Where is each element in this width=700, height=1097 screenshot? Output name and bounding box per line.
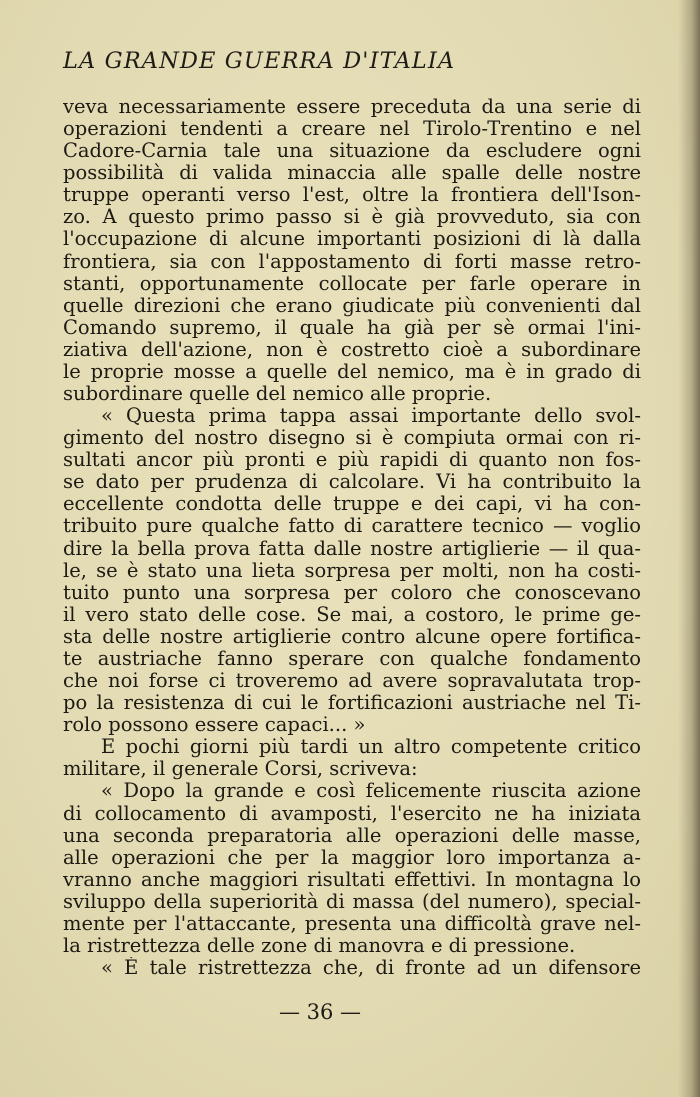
text-line: alle operazioni che per la maggior loro importanza a- bbox=[63, 846, 641, 869]
text-line: operazioni tendenti a creare nel Tirolo-Trentino e nel bbox=[63, 118, 641, 141]
text-line: una seconda preparatoria alle operazioni delle masse, bbox=[63, 824, 641, 847]
text-line: eccellente condotta delle truppe e dei capi, vi ha con- bbox=[63, 493, 641, 516]
text-line: l'occupazione di alcune importanti posizioni di là dalla bbox=[63, 228, 641, 251]
text-line: subordinare quelle del nemico alle proprie. bbox=[63, 383, 492, 406]
running-head: LA GRANDE GUERRA D'ITALIA bbox=[63, 48, 456, 74]
text-line: sultati ancor più pronti e più rapidi di quanto non fos- bbox=[63, 449, 641, 472]
text-line: E pochi giorni più tardi un altro competente critico bbox=[101, 736, 641, 759]
text-line: ziativa dell'azione, non è costretto cioè a subordinare bbox=[63, 338, 641, 361]
text-line: sviluppo della superiorità di massa (del numero), special- bbox=[63, 890, 641, 913]
text-line: te austriache fanno sperare con qualche fondamento bbox=[63, 647, 641, 670]
text-line: gimento del nostro disegno si è compiuta ormai con ri- bbox=[63, 427, 641, 450]
text-line: dire la bella prova fatta dalle nostre artiglierie — il qua- bbox=[63, 537, 641, 560]
text-line: il vero stato delle cose. Se mai, a costoro, le prime ge- bbox=[63, 603, 641, 626]
body-text bbox=[63, 96, 641, 979]
text-line: « È tale ristrettezza che, di fronte ad un difensore bbox=[101, 957, 641, 980]
text-line: truppe operanti verso l'est, oltre la frontiera dell'Ison- bbox=[63, 184, 641, 207]
text-line: stanti, opportunamente collocate per farle operare in bbox=[63, 272, 641, 295]
page-number: — 36 — bbox=[278, 1000, 362, 1024]
text-line: la ristrettezza delle zone di manovra e di pressione. bbox=[63, 934, 576, 957]
text-line: le proprie mosse a quelle del nemico, ma è in grado di bbox=[63, 360, 641, 383]
text-line: se dato per prudenza di calcolare. Vi ha contribuito la bbox=[63, 471, 641, 494]
text-line: vranno anche maggiori risultati effettivi. In montagna lo bbox=[63, 868, 641, 891]
text-line: che noi forse ci troveremo ad avere sopravalutata trop- bbox=[63, 670, 641, 693]
text-line: possibilità di valida minaccia alle spalle delle nostre bbox=[63, 162, 641, 185]
page-edge-shadow bbox=[678, 0, 700, 1097]
text-line: frontiera, sia con l'appostamento di forti masse retro- bbox=[63, 250, 641, 273]
text-line: sta delle nostre artiglierie contro alcune opere fortifica- bbox=[63, 625, 641, 648]
text-line: tribuito pure qualche fatto di carattere tecnico — voglio bbox=[63, 515, 641, 538]
text-line: di collocamento di avamposti, l'esercito ne ha iniziata bbox=[63, 802, 641, 825]
text-line: rolo possono essere capaci... » bbox=[63, 714, 366, 737]
text-line: quelle direzioni che erano giudicate più convenienti dal bbox=[63, 294, 641, 317]
text-line: po la resistenza di cui le fortificazioni austriache nel Ti- bbox=[63, 692, 641, 715]
text-line: tuito punto una sorpresa per coloro che conoscevano bbox=[63, 581, 641, 604]
text-line: mente per l'attaccante, presenta una difficoltà grave nel- bbox=[63, 912, 641, 935]
text-line: veva necessariamente essere preceduta da una serie di bbox=[63, 96, 641, 118]
text-line: Comando supremo, il quale ha già per sè ormai l'ini- bbox=[63, 316, 641, 339]
text-line: militare, il generale Corsi, scriveva: bbox=[63, 758, 418, 781]
text-line: le, se è stato una lieta sorpresa per molti, non ha costi- bbox=[63, 559, 641, 582]
text-line: Cadore-Carnia tale una situazione da escludere ogni bbox=[63, 140, 641, 163]
text-line: « Questa prima tappa assai importante dello svol- bbox=[101, 405, 641, 428]
text-line: « Dopo la grande e così felicemente riuscita azione bbox=[101, 780, 641, 803]
text-line: zo. A questo primo passo si è già provveduto, sia con bbox=[63, 206, 641, 229]
